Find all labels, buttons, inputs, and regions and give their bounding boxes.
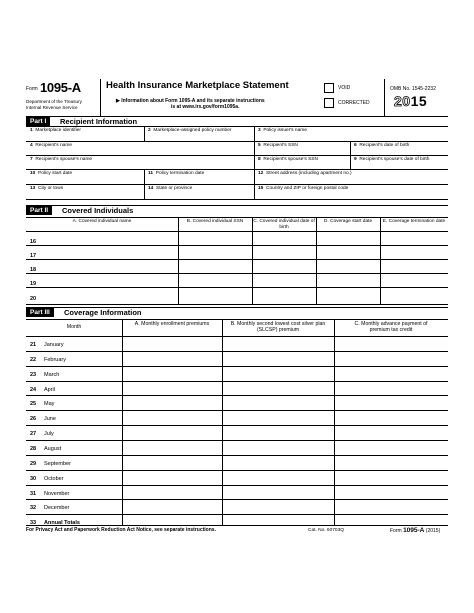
part3-row-month: April	[44, 386, 56, 393]
part3-row-number: 29	[30, 460, 37, 467]
part3-row-month: November	[44, 490, 70, 497]
part3-row[interactable]	[26, 410, 448, 425]
part3-row[interactable]	[26, 425, 448, 440]
part3-row-month: September	[44, 460, 71, 467]
part2-title: Covered Individuals	[62, 206, 134, 215]
part2-label: Part II	[26, 206, 52, 215]
part2-col-div-4	[380, 217, 381, 304]
part2-col-c-header: C. Covered individual date of birth	[253, 219, 315, 230]
part2-row[interactable]: 20	[30, 296, 37, 302]
dept-line-2: Internal Revenue Service	[26, 105, 78, 110]
part3-row[interactable]	[26, 395, 448, 410]
part3-rule-head	[26, 319, 448, 320]
part3-row-number: 27	[30, 431, 37, 438]
void-label: VOID	[338, 85, 351, 91]
field-9[interactable]: 9 Recipient's spouse's date of birth	[354, 157, 430, 162]
part2-col-div-2	[252, 217, 253, 304]
part2-row[interactable]: 17	[30, 253, 37, 259]
part1-title: Recipient Information	[60, 117, 138, 126]
corrected-label: CORRECTED	[338, 100, 370, 106]
tax-year-suffix: 15	[410, 93, 428, 109]
part3-title: Coverage Information	[64, 308, 142, 317]
part3-row[interactable]	[26, 499, 448, 514]
part3-col-div-3	[334, 319, 335, 525]
part3-col-div-2	[222, 319, 223, 525]
part1-col-a	[144, 126, 145, 141]
part1-rule-0	[26, 126, 448, 127]
part3-row-number: 25	[30, 401, 37, 408]
part3-row-month: Annual Totals	[44, 520, 80, 527]
part3-row-month: March	[44, 371, 60, 378]
header-divider-1	[100, 79, 101, 116]
part3-row-month: December	[44, 505, 70, 512]
part3-row-month: January	[44, 342, 64, 348]
part3-row-month: August	[44, 445, 62, 452]
part3-label: Part III	[26, 308, 54, 317]
field-13[interactable]: 13 City or town	[30, 186, 64, 191]
part2-row[interactable]: 16	[30, 239, 37, 245]
cat-number: Cat. No. 60703Q	[308, 528, 344, 533]
part3-col-a-header: A. Monthly enrollment premiums	[134, 321, 210, 327]
part3-row-number: 24	[30, 386, 37, 393]
part3-row[interactable]	[26, 351, 448, 366]
part3-row-month: June	[44, 416, 56, 423]
part3-header	[26, 308, 448, 318]
part3-row-month: February	[44, 356, 67, 363]
corrected-checkbox[interactable]	[324, 98, 334, 108]
info-line-2: is at www.irs.gov/form1095a.	[171, 104, 240, 110]
part2-col-a-header: A. Covered individual name	[72, 219, 132, 224]
part3-row-month: October	[44, 475, 64, 482]
part3-row[interactable]	[26, 336, 448, 351]
field-2[interactable]: 2 Marketplace-assigned policy number	[148, 128, 232, 133]
dept-line-1: Department of the Treasury	[26, 99, 82, 104]
field-12[interactable]: 12 Street address (including apartment no.)	[258, 171, 352, 176]
part2-row[interactable]: 19	[30, 281, 37, 287]
tax-year	[394, 93, 427, 109]
part2-col-b-header: B. Covered individual SSN	[186, 219, 244, 224]
part3-row-number: 23	[30, 371, 37, 378]
form-page	[26, 79, 448, 534]
field-7[interactable]: 7 Recipient's spouse's name	[30, 157, 93, 162]
form-title: Health Insurance Marketplace Statement	[106, 80, 289, 91]
privacy-notice: For Privacy Act and Paperwork Reduction Act Notice, see separate instructions.	[26, 527, 216, 533]
part2-col-div-3	[316, 217, 317, 304]
form-id-block	[26, 79, 98, 116]
field-6[interactable]: 6 Recipient's date of birth	[354, 143, 410, 148]
part2-col-div-1	[178, 217, 179, 304]
part1-rule-1	[26, 141, 448, 142]
field-1[interactable]: 1 Marketplace identifier	[30, 128, 81, 133]
part2-rule-head	[26, 217, 448, 218]
part3-row-number: 31	[30, 490, 37, 497]
part3-row[interactable]	[26, 440, 448, 455]
form-number: 1095-A	[40, 80, 81, 95]
part1-rule-4	[26, 184, 448, 185]
part2-col-d-header: D. Coverage start date	[323, 219, 373, 224]
omb-number: OMB No. 1545-2232	[390, 86, 436, 92]
part1-rule-2	[26, 155, 448, 156]
footer-form-id: Form 1095-A (2015)	[390, 527, 441, 534]
part3-col-div-1	[122, 319, 123, 525]
part3-row-number: 28	[30, 445, 37, 452]
part1-rule-3	[26, 169, 448, 170]
part3-row[interactable]	[26, 485, 448, 500]
part3-row-number: 30	[30, 475, 37, 482]
part2-col-e-header: E. Coverage termination date	[382, 219, 446, 224]
field-15[interactable]: 15 Country and ZIP or foreign postal code	[258, 186, 349, 191]
part3-row-number: 26	[30, 416, 37, 423]
part3-bottom-rule	[26, 525, 448, 526]
field-11[interactable]: 11 Policy termination date	[148, 171, 205, 176]
header-divider-2	[384, 79, 385, 116]
part2-row-rule-20	[26, 304, 448, 305]
part3-row[interactable]	[26, 381, 448, 396]
part3-row-number: 22	[30, 356, 37, 363]
part1-col-b	[254, 126, 255, 199]
part3-col-c-header: C. Monthly advance payment of premium tax credit	[354, 321, 428, 333]
field-5[interactable]: 5 Recipient's SSN	[258, 143, 298, 148]
part3-row-month: July	[44, 431, 54, 438]
part3-row[interactable]	[26, 470, 448, 485]
part3-row-number: 21	[30, 342, 37, 348]
part1-col-c	[350, 141, 351, 169]
part1-rule-5	[26, 199, 448, 200]
part3-row[interactable]	[26, 366, 448, 381]
part3-col-b-header: B. Monthly second lowest cost silver plan (SLCSP) premium	[230, 321, 326, 333]
part3-row-number: 33	[30, 520, 37, 527]
tax-year-prefix: 20	[394, 93, 411, 109]
part3-col-month-header: Month	[66, 324, 82, 330]
field-8[interactable]: 8 Recipient's spouse's SSN	[258, 157, 318, 162]
part1-col-d	[144, 169, 145, 199]
field-10[interactable]: 10 Policy start date	[30, 171, 73, 176]
void-checkbox[interactable]	[324, 83, 334, 93]
field-14[interactable]: 14 State or province	[148, 186, 193, 191]
part1-label: Part I	[26, 117, 50, 126]
info-line-1: ▶ Information about Form 1095-A and its separate instructions	[116, 98, 265, 104]
part2-row[interactable]: 18	[30, 267, 37, 273]
field-4[interactable]: 4 Recipient's name	[30, 143, 72, 148]
part3-row-month: May	[44, 401, 55, 408]
form-word: Form	[26, 86, 38, 92]
field-3[interactable]: 3 Policy issuer's name	[258, 128, 307, 133]
part3-row[interactable]	[26, 455, 448, 470]
part2-header	[26, 206, 448, 216]
part3-row-number: 32	[30, 505, 37, 512]
